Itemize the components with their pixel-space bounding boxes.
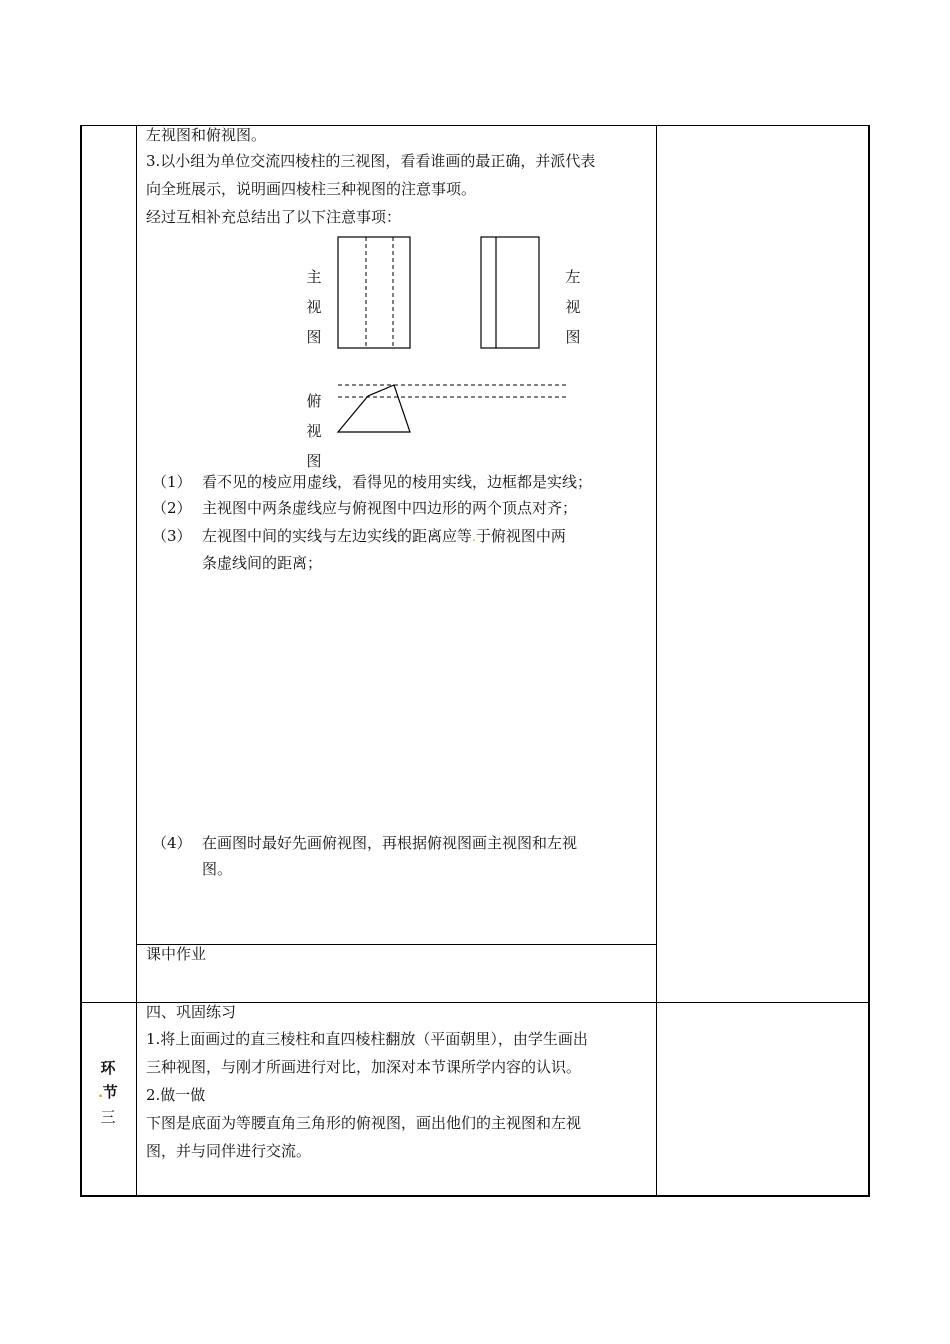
note-3-text-b-rest: 条虚线间的距离； — [202, 554, 323, 572]
note-3-text-b-first: 于俯视图中两 — [475, 527, 566, 545]
homework-row-divider — [136, 944, 656, 945]
review-title: 四、巩固练习 — [146, 1003, 237, 1021]
note-3: （3） 左视图中间的实线与左边实线的距离应等.于俯视图中两 条虚线间的距离； — [152, 527, 566, 572]
intro-line: 左视图和俯视图。 — [146, 126, 267, 144]
exercise-1-line-1: 1.将上面画过的直三棱柱和直四棱柱翻放（平面朝里），由学生画出 — [146, 1030, 588, 1048]
item-3-line-1: 3.以小组为单位交流四棱柱的三视图，看看谁画的最正确，并派代表 — [146, 152, 596, 170]
document-page: 左视图和俯视图。 3.以小组为单位交流四棱柱的三视图，看看谁画的最正确，并派代表 向全班展示，说明画四棱柱三种视图的注意事项。 经过互相补充总结出了以下注意事项： 主 视 图 左 视 图 俯 视 图 （1） 看不见的棱应用虚线，看得见的棱用实线，边框都是实线； （2） 主视图中两条虚线应与俯视图中四边形的两个顶点对齐； （3） 左视图中间的实线与左边实线的距离应等.于俯视图中两 条虚线间的距离； （4） 在画图时最好先画俯视图，再根据俯视图画主视图和左视 图。 课中作业 环 .节 三 四、巩固练习 1.将上面画过的直三棱柱和直四棱柱翻放（平面朝里），由学生画出 三种视图，与刚才所画进行对比，加深对本节课所学内容的认识。 2.做一做 下图是底面为等腰直角三角形的俯视图，画出他们的主视图和左视 图，并与同伴进行交流。 — [0, 0, 950, 1344]
summary-line: 经过互相补充总结出了以下注意事项： — [146, 208, 402, 226]
note-2: （2） 主视图中两条虚线应与俯视图中四边形的两个顶点对齐； — [152, 499, 578, 517]
three-view-diagram — [0, 0, 950, 500]
table-bottom-border — [80, 1195, 870, 1197]
top-view-drawing — [338, 385, 568, 432]
left-view-drawing — [481, 237, 539, 348]
note-4: （4） 在画图时最好先画俯视图，再根据俯视图画主视图和左视 图。 — [152, 834, 578, 878]
note-3-text-a: 左视图中间的实线与左边实线的距离应等 — [202, 527, 473, 545]
section-label: 环 .节 三 — [98, 1059, 118, 1126]
note-1: （1） 看不见的棱应用虚线，看得见的棱用实线，边框都是实线； — [152, 473, 593, 491]
item-3-line-2: 向全班展示，说明画四棱柱三种视图的注意事项。 — [146, 180, 477, 198]
exercise-2-title: 2.做一做 — [146, 1086, 206, 1104]
homework-label: 课中作业 — [146, 945, 207, 963]
exercise-2-para-line-2: 图，并与同伴进行交流。 — [146, 1142, 312, 1160]
exercise-2-para-line-1: 下图是底面为等腰直角三角形的俯视图，画出他们的主视图和左视 — [146, 1114, 582, 1132]
front-view-drawing — [338, 237, 410, 348]
exercise-1-line-2: 三种视图，与刚才所画进行对比，加深对本节课所学内容的认识。 — [146, 1058, 582, 1076]
